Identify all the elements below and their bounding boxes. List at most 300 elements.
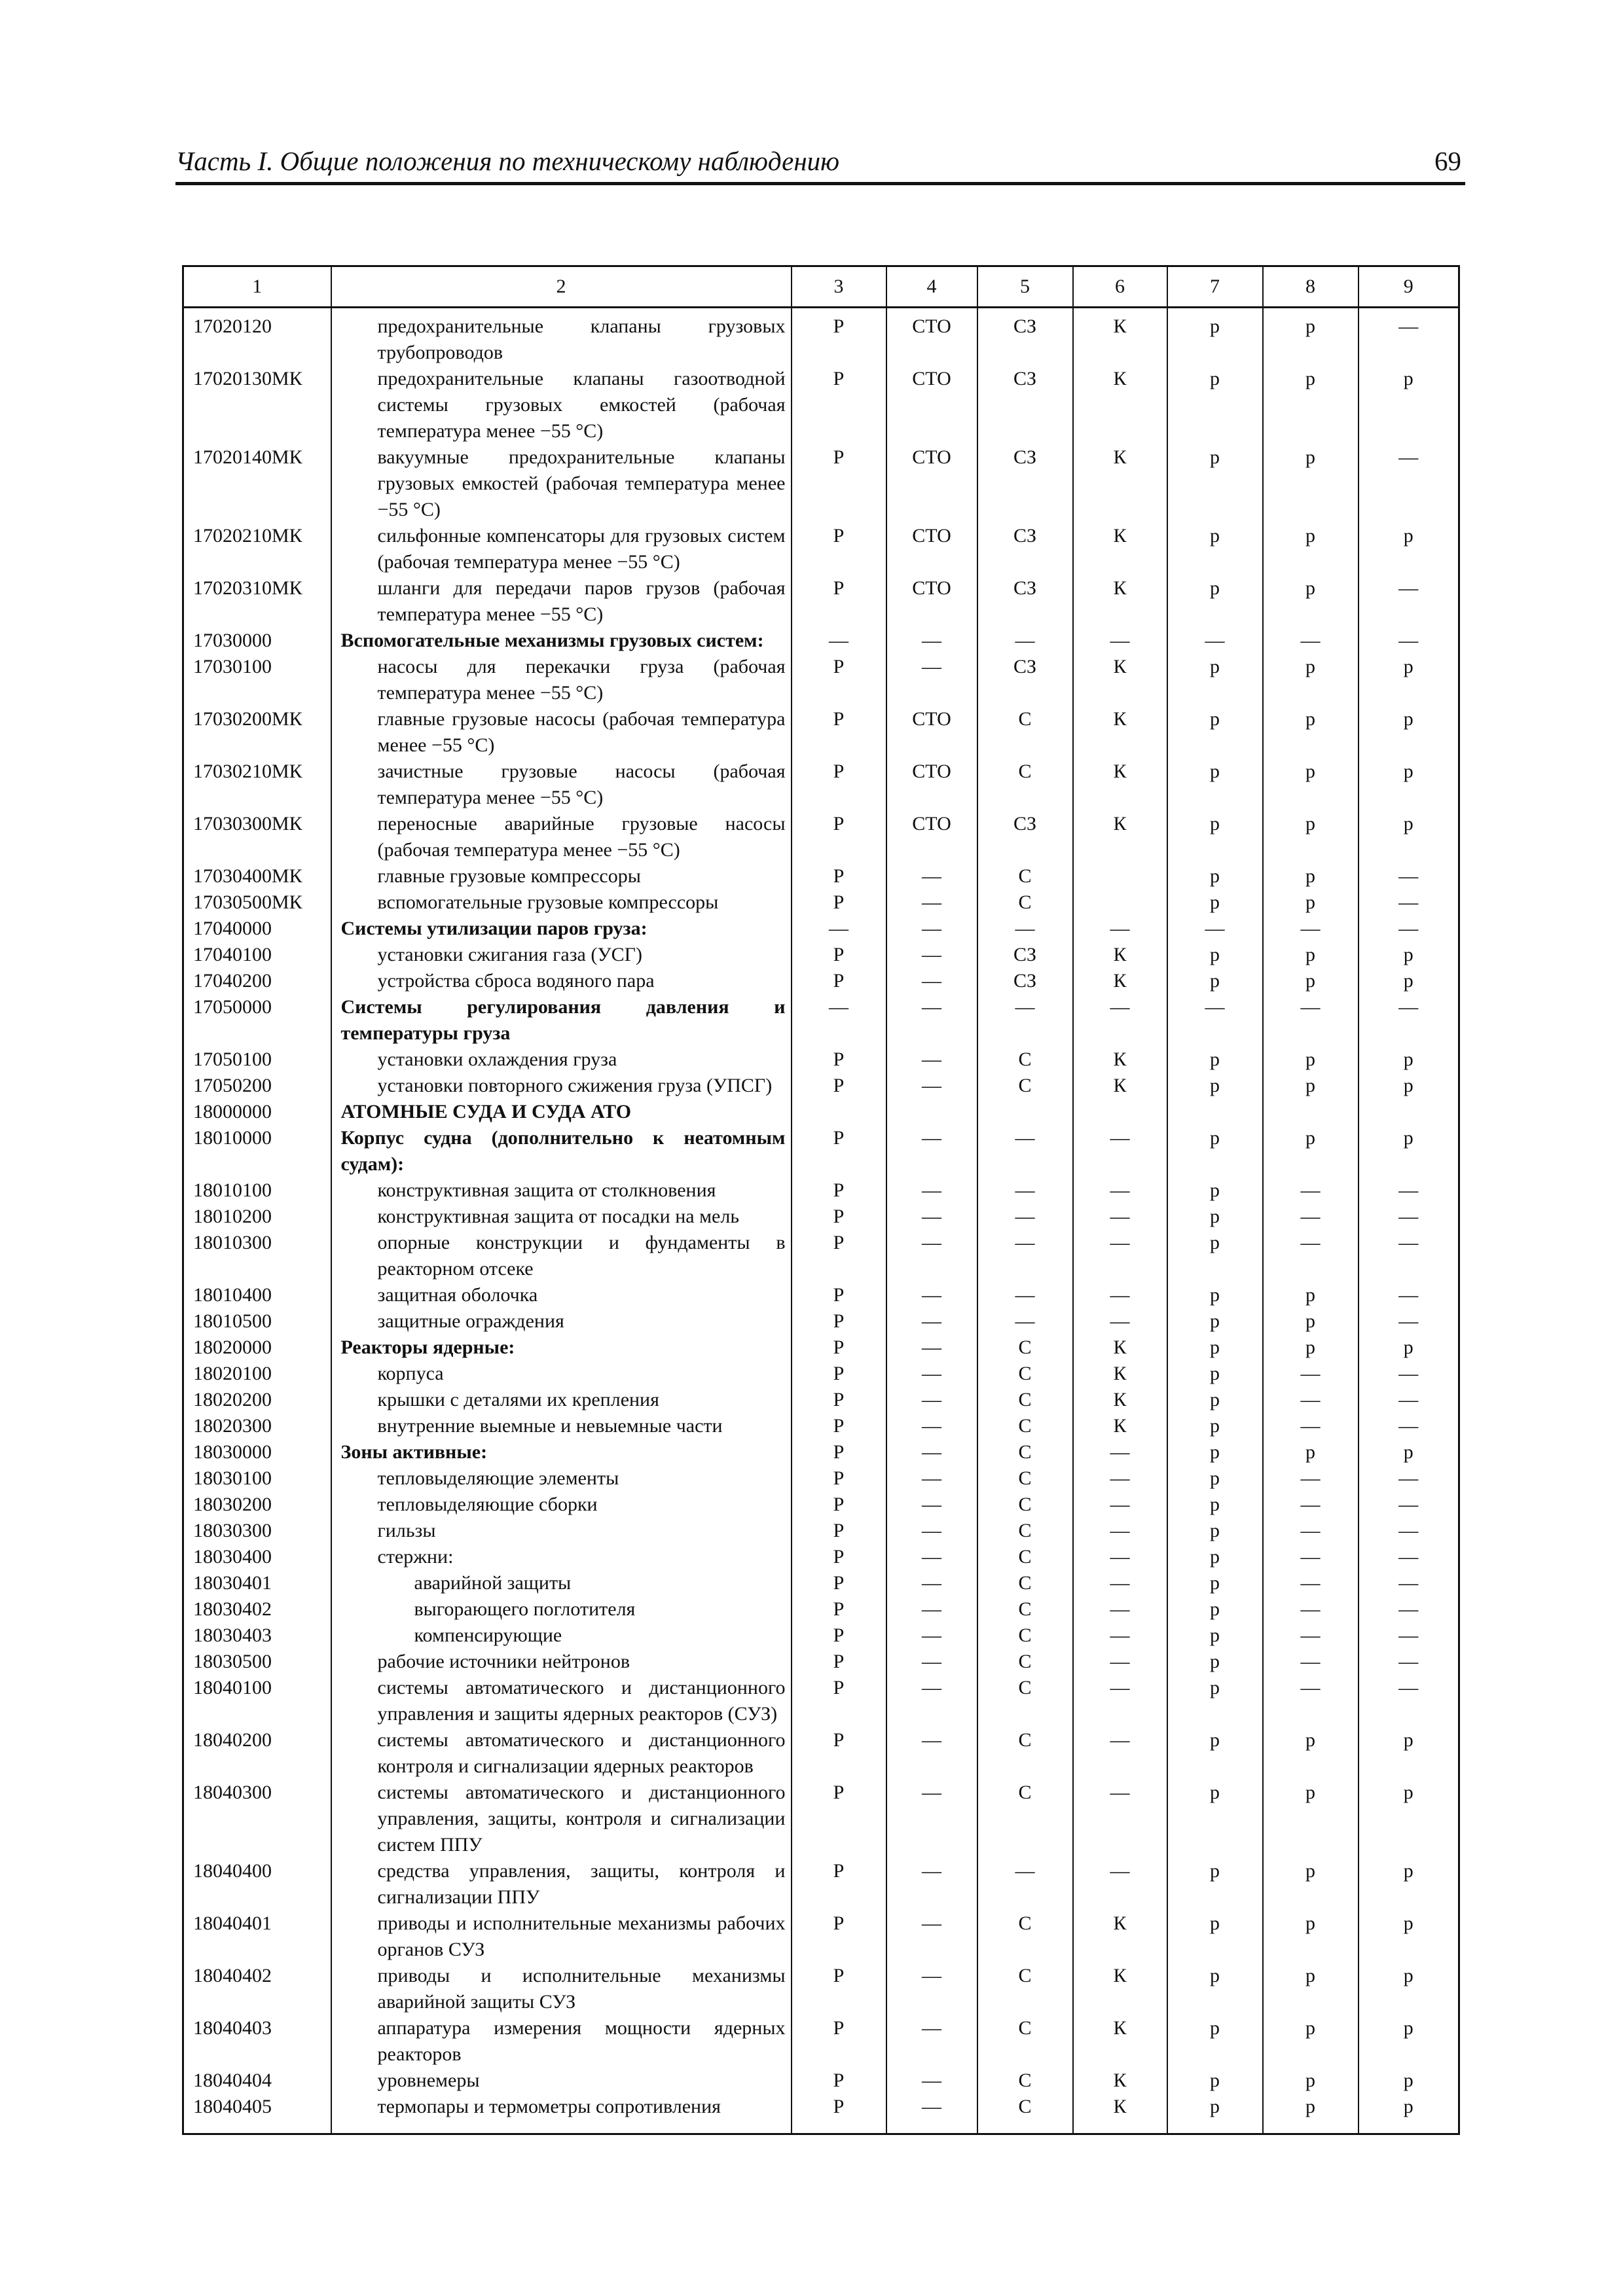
cell-col-7: р xyxy=(1167,1361,1263,1387)
cell-col-4: — xyxy=(886,1439,977,1465)
cell-col-9: р xyxy=(1359,1439,1459,1465)
cell-col-4: — xyxy=(886,1177,977,1204)
cell-col-3: Р xyxy=(792,1177,886,1204)
row-code: 17020130МК xyxy=(183,366,331,444)
cell-col-3: Р xyxy=(792,1413,886,1439)
cell-col-5: — xyxy=(977,1204,1073,1230)
row-name: вспомогательные грузовые компрессоры xyxy=(331,889,792,916)
cell-col-5: СЗ xyxy=(977,942,1073,968)
cell-col-4: — xyxy=(886,654,977,706)
column-header-2: 2 xyxy=(331,266,792,308)
cell-col-6: К xyxy=(1073,968,1167,994)
cell-col-4: — xyxy=(886,1544,977,1570)
row-code: 17020120 xyxy=(183,308,331,367)
cell-col-8: р xyxy=(1263,1780,1359,1858)
table-header xyxy=(183,266,1459,308)
cell-col-5: С xyxy=(977,1439,1073,1465)
row-code: 17030100 xyxy=(183,654,331,706)
cell-col-4: — xyxy=(886,1570,977,1596)
row-code: 18010200 xyxy=(183,1204,331,1230)
cell-col-3: Р xyxy=(792,1335,886,1361)
cell-col-5: — xyxy=(977,1308,1073,1335)
row-code: 17050100 xyxy=(183,1047,331,1073)
table-row xyxy=(183,1125,1459,1177)
cell-col-4: — xyxy=(886,628,977,654)
cell-col-4: — xyxy=(886,1910,977,1963)
table-row xyxy=(183,1675,1459,1727)
cell-col-7: р xyxy=(1167,1335,1263,1361)
cell-col-9: р xyxy=(1359,1047,1459,1073)
cell-col-6: К xyxy=(1073,1910,1167,1963)
cell-col-9: р xyxy=(1359,523,1459,575)
cell-col-9: — xyxy=(1359,1204,1459,1230)
cell-col-5: — xyxy=(977,1858,1073,1910)
table-row xyxy=(183,1780,1459,1858)
cell-col-9: р xyxy=(1359,968,1459,994)
cell-col-7: р xyxy=(1167,811,1263,863)
cell-col-9: — xyxy=(1359,1675,1459,1727)
cell-col-5: С xyxy=(977,1596,1073,1623)
row-name: главные грузовые насосы (рабочая температура менее −55 °С) xyxy=(331,706,792,759)
row-code: 17020140МК xyxy=(183,444,331,523)
table-row xyxy=(183,1570,1459,1596)
cell-col-6: К xyxy=(1073,942,1167,968)
cell-col-9: — xyxy=(1359,1623,1459,1649)
cell-col-3: Р xyxy=(792,366,886,444)
cell-col-5: С xyxy=(977,2015,1073,2068)
cell-col-9: — xyxy=(1359,1230,1459,1282)
cell-col-3: Р xyxy=(792,1492,886,1518)
cell-col-5: С xyxy=(977,1570,1073,1596)
row-name: гильзы xyxy=(331,1518,792,1544)
cell-col-6: К xyxy=(1073,1413,1167,1439)
cell-col-5: С xyxy=(977,1963,1073,2015)
row-name: установки повторного сжижения груза (УПСГ) xyxy=(331,1073,792,1099)
cell-col-3: Р xyxy=(792,654,886,706)
table-row xyxy=(183,1963,1459,2015)
cell-col-4: — xyxy=(886,1073,977,1099)
cell-col-5: С xyxy=(977,1361,1073,1387)
row-name: приводы и исполнительные механизмы аварийной защиты СУЗ xyxy=(331,1963,792,2015)
table-row xyxy=(183,1335,1459,1361)
cell-col-8: р xyxy=(1263,2015,1359,2068)
row-name: системы автоматического и дистанционного контроля и сигнализации ядерных реакторов xyxy=(331,1727,792,1780)
row-code: 18030402 xyxy=(183,1596,331,1623)
table-row xyxy=(183,2015,1459,2068)
cell-col-9: р xyxy=(1359,811,1459,863)
table-row xyxy=(183,1623,1459,1649)
cell-col-3: Р xyxy=(792,308,886,367)
cell-col-7: р xyxy=(1167,759,1263,811)
cell-col-4: — xyxy=(886,1465,977,1492)
cell-col-7: р xyxy=(1167,575,1263,628)
cell-col-7: р xyxy=(1167,863,1263,889)
cell-col-5: — xyxy=(977,1125,1073,1177)
cell-col-8: р xyxy=(1263,654,1359,706)
cell-col-8: р xyxy=(1263,759,1359,811)
cell-col-8: р xyxy=(1263,444,1359,523)
cell-col-4: СТО xyxy=(886,706,977,759)
cell-col-8: р xyxy=(1263,1963,1359,2015)
cell-col-5: С xyxy=(977,2094,1073,2134)
cell-col-5: С xyxy=(977,1675,1073,1727)
cell-col-8: — xyxy=(1263,1596,1359,1623)
cell-col-4: — xyxy=(886,1596,977,1623)
page-number: 69 xyxy=(1434,146,1461,176)
row-name: системы автоматического и дистанционного управления, защиты, контроля и сигнализации систем ППУ xyxy=(331,1780,792,1858)
cell-col-8: р xyxy=(1263,1073,1359,1099)
cell-col-8 xyxy=(1263,1099,1359,1125)
table-row xyxy=(183,1177,1459,1204)
cell-col-5: С xyxy=(977,1073,1073,1099)
cell-col-7: р xyxy=(1167,1413,1263,1439)
row-code: 17030500МК xyxy=(183,889,331,916)
cell-col-7: р xyxy=(1167,1649,1263,1675)
cell-col-7: р xyxy=(1167,1439,1263,1465)
cell-col-3: Р xyxy=(792,1282,886,1308)
cell-col-3: Р xyxy=(792,1570,886,1596)
cell-col-9: р xyxy=(1359,1963,1459,2015)
cell-col-5: С xyxy=(977,1387,1073,1413)
cell-col-7: — xyxy=(1167,628,1263,654)
cell-col-4: — xyxy=(886,863,977,889)
row-name: вакуумные предохранительные клапаны грузовых емкостей (рабочая температура менее −55 °С) xyxy=(331,444,792,523)
cell-col-4: — xyxy=(886,1963,977,2015)
cell-col-4: — xyxy=(886,1492,977,1518)
cell-col-8: — xyxy=(1263,1230,1359,1282)
row-code: 18030403 xyxy=(183,1623,331,1649)
cell-col-9: — xyxy=(1359,1570,1459,1596)
cell-col-9: — xyxy=(1359,1387,1459,1413)
cell-col-6: — xyxy=(1073,1177,1167,1204)
cell-col-6: — xyxy=(1073,1780,1167,1858)
cell-col-4: — xyxy=(886,889,977,916)
cell-col-8: — xyxy=(1263,1204,1359,1230)
column-header-6: 6 xyxy=(1073,266,1167,308)
cell-col-3: Р xyxy=(792,1204,886,1230)
row-code: 18030000 xyxy=(183,1439,331,1465)
cell-col-3: — xyxy=(792,994,886,1047)
row-code: 17030000 xyxy=(183,628,331,654)
cell-col-9: — xyxy=(1359,1308,1459,1335)
section-heading: Системы утилизации паров груза: xyxy=(331,916,792,942)
cell-col-9: р xyxy=(1359,1073,1459,1099)
row-name: термопары и термометры сопротивления xyxy=(331,2094,792,2134)
cell-col-3: Р xyxy=(792,706,886,759)
cell-col-8: — xyxy=(1263,916,1359,942)
cell-col-9: — xyxy=(1359,916,1459,942)
cell-col-9: р xyxy=(1359,706,1459,759)
cell-col-4: — xyxy=(886,2068,977,2094)
cell-col-4: — xyxy=(886,1413,977,1439)
cell-col-3: — xyxy=(792,628,886,654)
row-code: 18040400 xyxy=(183,1858,331,1910)
table-row xyxy=(183,889,1459,916)
cell-col-7: р xyxy=(1167,2068,1263,2094)
cell-col-5: С xyxy=(977,2068,1073,2094)
cell-col-3: Р xyxy=(792,889,886,916)
cell-col-3: Р xyxy=(792,1230,886,1282)
cell-col-5: С xyxy=(977,1623,1073,1649)
cell-col-5: — xyxy=(977,628,1073,654)
row-code: 17030200МК xyxy=(183,706,331,759)
table-row xyxy=(183,654,1459,706)
table-row xyxy=(183,811,1459,863)
cell-col-3: Р xyxy=(792,1125,886,1177)
cell-col-5: СЗ xyxy=(977,308,1073,367)
cell-col-5: — xyxy=(977,1282,1073,1308)
cell-col-6: — xyxy=(1073,1727,1167,1780)
cell-col-8: р xyxy=(1263,575,1359,628)
cell-col-4: — xyxy=(886,1387,977,1413)
row-name: рабочие источники нейтронов xyxy=(331,1649,792,1675)
table-row xyxy=(183,2094,1459,2134)
row-code: 17020310МК xyxy=(183,575,331,628)
cell-col-6: К xyxy=(1073,1073,1167,1099)
cell-col-5: СЗ xyxy=(977,654,1073,706)
cell-col-3: Р xyxy=(792,1780,886,1858)
row-name: приводы и исполнительные механизмы рабочих органов СУЗ xyxy=(331,1910,792,1963)
cell-col-7: р xyxy=(1167,1623,1263,1649)
cell-col-7: р xyxy=(1167,444,1263,523)
cell-col-7: р xyxy=(1167,889,1263,916)
row-code: 18040402 xyxy=(183,1963,331,2015)
row-code: 18030401 xyxy=(183,1570,331,1596)
table-row xyxy=(183,1204,1459,1230)
cell-col-6: — xyxy=(1073,1230,1167,1282)
table-row xyxy=(183,1047,1459,1073)
cell-col-9: р xyxy=(1359,2094,1459,2134)
cell-col-8: р xyxy=(1263,2068,1359,2094)
cell-col-4: — xyxy=(886,1282,977,1308)
table-row xyxy=(183,1308,1459,1335)
cell-col-8: — xyxy=(1263,1570,1359,1596)
cell-col-8: р xyxy=(1263,1858,1359,1910)
cell-col-7: р xyxy=(1167,1387,1263,1413)
cell-col-4: — xyxy=(886,942,977,968)
cell-col-7: р xyxy=(1167,1727,1263,1780)
cell-col-4: — xyxy=(886,1858,977,1910)
table-row xyxy=(183,1518,1459,1544)
row-code: 18030300 xyxy=(183,1518,331,1544)
cell-col-3: Р xyxy=(792,1518,886,1544)
cell-col-3: Р xyxy=(792,968,886,994)
cell-col-3: Р xyxy=(792,1544,886,1570)
row-name: установки охлаждения груза xyxy=(331,1047,792,1073)
cell-col-6: — xyxy=(1073,1204,1167,1230)
row-code: 18040200 xyxy=(183,1727,331,1780)
cell-col-9: р xyxy=(1359,366,1459,444)
table-row xyxy=(183,308,1459,367)
cell-col-6: — xyxy=(1073,628,1167,654)
cell-col-9: р xyxy=(1359,1335,1459,1361)
table-row xyxy=(183,1387,1459,1413)
table-row xyxy=(183,1099,1459,1125)
cell-col-6: — xyxy=(1073,1596,1167,1623)
cell-col-5: СЗ xyxy=(977,523,1073,575)
row-name: тепловыделяющие сборки xyxy=(331,1492,792,1518)
table-row xyxy=(183,706,1459,759)
table-row xyxy=(183,2068,1459,2094)
cell-col-7: — xyxy=(1167,994,1263,1047)
cell-col-7: р xyxy=(1167,1230,1263,1282)
cell-col-3: — xyxy=(792,916,886,942)
row-name: предохранительные клапаны газоотводной системы грузовых емкостей (рабочая температура менее −55 °С) xyxy=(331,366,792,444)
row-name: установки сжигания газа (УСГ) xyxy=(331,942,792,968)
row-code: 18040300 xyxy=(183,1780,331,1858)
table-row xyxy=(183,523,1459,575)
cell-col-7: р xyxy=(1167,2094,1263,2134)
cell-col-6: К xyxy=(1073,444,1167,523)
cell-col-7: — xyxy=(1167,916,1263,942)
cell-col-9: р xyxy=(1359,1910,1459,1963)
cell-col-4: — xyxy=(886,1623,977,1649)
row-name: конструктивная защита от посадки на мель xyxy=(331,1204,792,1230)
cell-col-9: — xyxy=(1359,1413,1459,1439)
column-header-3: 3 xyxy=(792,266,886,308)
section-heading: Вспомогательные механизмы грузовых систем: xyxy=(331,628,792,654)
cell-col-3 xyxy=(792,1099,886,1125)
cell-col-3: Р xyxy=(792,1439,886,1465)
cell-col-5: СЗ xyxy=(977,575,1073,628)
row-code: 18030400 xyxy=(183,1544,331,1570)
page-title: Часть I. Общие положения по техническому наблюдению xyxy=(175,146,840,176)
cell-col-6: К xyxy=(1073,811,1167,863)
cell-col-8: — xyxy=(1263,1465,1359,1492)
row-name: конструктивная защита от столкновения xyxy=(331,1177,792,1204)
table-row xyxy=(183,444,1459,523)
cell-col-6: — xyxy=(1073,1675,1167,1727)
row-code: 18030500 xyxy=(183,1649,331,1675)
cell-col-5: С xyxy=(977,1465,1073,1492)
cell-col-6: — xyxy=(1073,1649,1167,1675)
cell-col-7: р xyxy=(1167,1675,1263,1727)
cell-col-4: — xyxy=(886,1204,977,1230)
cell-col-5: СЗ xyxy=(977,811,1073,863)
cell-col-5: С xyxy=(977,1544,1073,1570)
table-row xyxy=(183,575,1459,628)
cell-col-9: — xyxy=(1359,1492,1459,1518)
cell-col-4: СТО xyxy=(886,575,977,628)
table-row xyxy=(183,1649,1459,1675)
row-code: 17040100 xyxy=(183,942,331,968)
cell-col-6: К xyxy=(1073,523,1167,575)
cell-col-9: — xyxy=(1359,308,1459,367)
cell-col-4: — xyxy=(886,916,977,942)
cell-col-5: — xyxy=(977,1177,1073,1204)
cell-col-3: Р xyxy=(792,1858,886,1910)
cell-col-7: р xyxy=(1167,1544,1263,1570)
row-code: 18010100 xyxy=(183,1177,331,1204)
cell-col-9: р xyxy=(1359,2068,1459,2094)
table-row xyxy=(183,994,1459,1047)
cell-col-6: — xyxy=(1073,994,1167,1047)
cell-col-9: р xyxy=(1359,942,1459,968)
cell-col-7: р xyxy=(1167,1282,1263,1308)
cell-col-7: р xyxy=(1167,1780,1263,1858)
section-heading: АТОМНЫЕ СУДА И СУДА АТО xyxy=(331,1099,792,1125)
row-code: 17030300МК xyxy=(183,811,331,863)
cell-col-3: Р xyxy=(792,863,886,889)
cell-col-3: Р xyxy=(792,1308,886,1335)
cell-col-4: — xyxy=(886,1047,977,1073)
cell-col-3: Р xyxy=(792,523,886,575)
row-code: 18020300 xyxy=(183,1413,331,1439)
row-code: 18040403 xyxy=(183,2015,331,2068)
row-name: насосы для перекачки груза (рабочая температура менее −55 °С) xyxy=(331,654,792,706)
row-code: 18020000 xyxy=(183,1335,331,1361)
row-name: крышки с деталями их крепления xyxy=(331,1387,792,1413)
cell-col-6 xyxy=(1073,889,1167,916)
cell-col-7: р xyxy=(1167,1858,1263,1910)
row-name: шланги для передачи паров грузов (рабочая температура менее −55 °С) xyxy=(331,575,792,628)
cell-col-6: К xyxy=(1073,366,1167,444)
cell-col-5: С xyxy=(977,1492,1073,1518)
cell-col-6: — xyxy=(1073,1282,1167,1308)
table-row xyxy=(183,1858,1459,1910)
cell-col-4: — xyxy=(886,1335,977,1361)
cell-col-6: — xyxy=(1073,1492,1167,1518)
cell-col-5: С xyxy=(977,1780,1073,1858)
row-code: 17040000 xyxy=(183,916,331,942)
table-row xyxy=(183,1492,1459,1518)
row-name: защитные ограждения xyxy=(331,1308,792,1335)
cell-col-4: — xyxy=(886,1518,977,1544)
column-header-8: 8 xyxy=(1263,266,1359,308)
cell-col-8: р xyxy=(1263,308,1359,367)
table-row xyxy=(183,366,1459,444)
cell-col-8: р xyxy=(1263,1047,1359,1073)
cell-col-5: С xyxy=(977,1413,1073,1439)
cell-col-9 xyxy=(1359,1099,1459,1125)
cell-col-7: р xyxy=(1167,523,1263,575)
observation-table xyxy=(182,265,1460,2135)
cell-col-9: р xyxy=(1359,1780,1459,1858)
cell-col-6: — xyxy=(1073,1858,1167,1910)
row-name: стержни: xyxy=(331,1544,792,1570)
column-header-1: 1 xyxy=(183,266,331,308)
row-code: 17030400МК xyxy=(183,863,331,889)
row-name: компенсирующие xyxy=(331,1623,792,1649)
cell-col-9: — xyxy=(1359,1596,1459,1623)
cell-col-6: К xyxy=(1073,1963,1167,2015)
cell-col-5: СЗ xyxy=(977,366,1073,444)
cell-col-8: р xyxy=(1263,942,1359,968)
row-code: 18020200 xyxy=(183,1387,331,1413)
cell-col-7: р xyxy=(1167,1518,1263,1544)
cell-col-4: СТО xyxy=(886,308,977,367)
cell-col-9: — xyxy=(1359,994,1459,1047)
cell-col-8: р xyxy=(1263,1282,1359,1308)
cell-col-8: р xyxy=(1263,1125,1359,1177)
column-header-9: 9 xyxy=(1359,266,1459,308)
cell-col-3: Р xyxy=(792,1623,886,1649)
table-row xyxy=(183,863,1459,889)
cell-col-9: — xyxy=(1359,863,1459,889)
row-name: переносные аварийные грузовые насосы (рабочая температура менее −55 °С) xyxy=(331,811,792,863)
cell-col-6: — xyxy=(1073,1308,1167,1335)
cell-col-7: р xyxy=(1167,1596,1263,1623)
cell-col-9: — xyxy=(1359,575,1459,628)
row-code: 18010400 xyxy=(183,1282,331,1308)
cell-col-8: р xyxy=(1263,1910,1359,1963)
cell-col-7: р xyxy=(1167,1177,1263,1204)
cell-col-9: р xyxy=(1359,654,1459,706)
cell-col-8: — xyxy=(1263,1518,1359,1544)
row-name: внутренние выемные и невыемные части xyxy=(331,1413,792,1439)
cell-col-8: — xyxy=(1263,1387,1359,1413)
cell-col-9: — xyxy=(1359,1361,1459,1387)
